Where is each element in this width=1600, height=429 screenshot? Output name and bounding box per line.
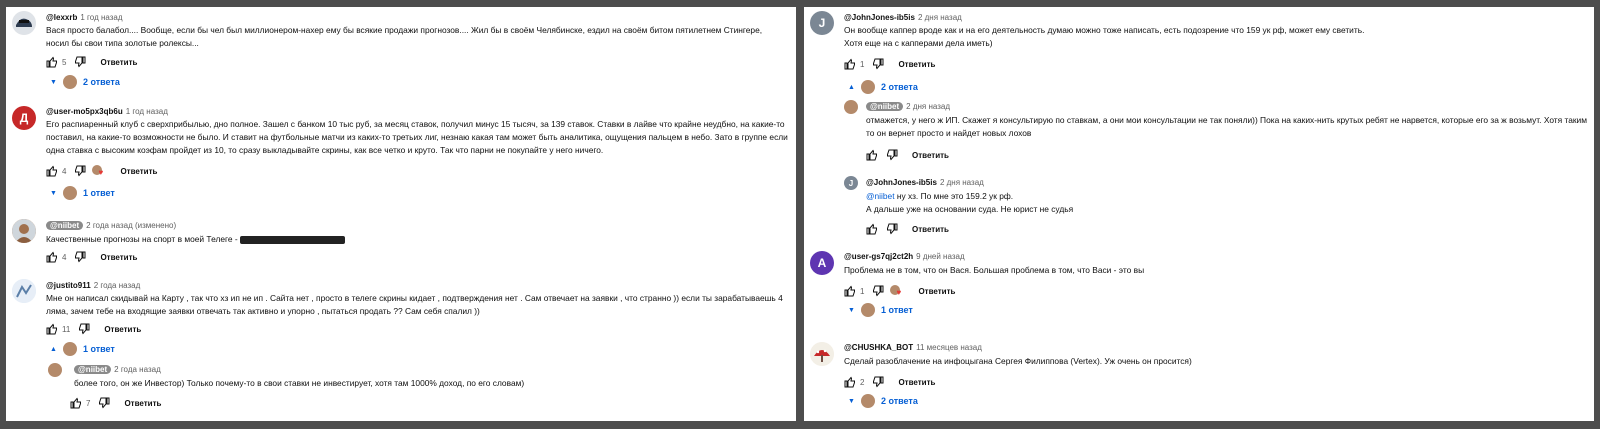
thumb-up-icon [46, 165, 58, 177]
chevron-up-icon: ▲ [50, 345, 57, 353]
avatar-letter: A [817, 256, 827, 270]
replies-count: 1 ответ [82, 344, 115, 354]
thumb-up-icon [866, 223, 878, 235]
chevron-down-icon: ▼ [848, 397, 855, 405]
reply-time[interactable]: 2 дня назад [939, 178, 984, 187]
like-count: 5 [62, 57, 67, 67]
like-button[interactable] [46, 165, 66, 177]
thumb-down-icon [872, 285, 884, 297]
reply-text-content: ну хз. По мне это 159.2 ук рф. [894, 191, 1014, 201]
comment-text: Вася просто балабол.... Вообще, если бы чел был миллионером-нахер ему бы всякие продажи прогнозов.... Жил бы в своём Челябинске, ездил на своём битом пятилетнем Стингере, носил бы свои типа золотые ролексы... [46, 25, 763, 48]
thumb-up-icon [46, 56, 58, 68]
reply-text [866, 190, 1588, 216]
chevron-down-icon: ▼ [848, 306, 855, 314]
toggle-replies-button[interactable] [50, 75, 120, 89]
comment-actions [46, 250, 137, 264]
reply-time[interactable]: 2 года назад [114, 365, 161, 374]
thumb-down-icon [74, 251, 86, 263]
like-count: 4 [62, 252, 67, 262]
reply-text: более того, он же Инвестор) Только почему-то в свои ставки не инвестирует, хотя там 1000% доход, по его словам) [74, 378, 525, 388]
dislike-button[interactable] [872, 376, 884, 388]
reply-actions [70, 396, 161, 410]
reply-button[interactable]: Ответить [100, 57, 138, 67]
reply-button[interactable]: Ответить [912, 224, 949, 234]
thumb-down-icon [872, 376, 884, 388]
comment-time[interactable]: 2 года назад [93, 281, 141, 290]
comment-actions [844, 57, 935, 71]
like-count: 1 [860, 286, 865, 296]
comment-text: Проблема не в том, что он Вася. Большая проблема в том, что Васи - это вы [844, 265, 1145, 275]
comment-actions [46, 164, 157, 178]
thumb-up-icon [866, 149, 878, 161]
reply-button[interactable]: Ответить [898, 59, 936, 69]
chevron-down-icon: ▼ [50, 189, 57, 197]
thumb-up-icon [844, 285, 856, 297]
thumb-down-icon [886, 223, 898, 235]
comment-time[interactable]: 1 год назад [125, 107, 168, 116]
toggle-replies-button[interactable] [848, 303, 913, 317]
comment-time[interactable]: 11 месяцев назад [916, 343, 982, 352]
comment-header [46, 106, 168, 117]
like-button[interactable] [866, 149, 878, 161]
like-button[interactable] [46, 56, 66, 68]
reply-button[interactable]: Ответить [898, 377, 936, 387]
avatar[interactable] [810, 251, 834, 275]
reply-button[interactable]: Ответить [104, 324, 142, 334]
replies-count: 2 ответа [82, 77, 120, 87]
comment-header [46, 12, 123, 23]
comment-author[interactable]: @CHUSHKA_BOT [844, 343, 914, 352]
toggle-replies-button[interactable] [848, 80, 918, 94]
thumb-up-icon [46, 251, 58, 263]
comment-text-content: Качественные прогнозы на спорт в моей Телеге - [46, 234, 238, 244]
comment-actions [844, 375, 935, 389]
avatar[interactable] [12, 106, 36, 130]
creator-avatar [861, 303, 875, 317]
comment-header [844, 342, 982, 353]
thumb-down-icon [872, 58, 884, 70]
comment-text: Он вообще каппер вроде как и на его деятельность думаю можно тоже написать, есть подозрение что 159 ук рф, может ему светить. Хотя еще на с капперами дела иметь) [844, 25, 1365, 48]
like-button[interactable] [844, 376, 864, 388]
comment-author[interactable]: @user-mo5px3qb6u [46, 107, 123, 116]
thumb-down-icon [74, 165, 86, 177]
reply-actions [866, 222, 949, 236]
dislike-button[interactable] [886, 223, 898, 235]
like-button[interactable] [46, 323, 70, 335]
redacted-link [240, 236, 345, 244]
like-count: 11 [62, 324, 71, 334]
thumb-down-icon [74, 56, 86, 68]
dislike-button[interactable] [78, 323, 90, 335]
channel-owner-badge[interactable]: @niibet [74, 365, 111, 374]
comment-actions [46, 55, 137, 69]
comment-actions [844, 284, 955, 298]
replies-count: 2 ответа [880, 82, 918, 92]
reply-author[interactable]: @JohnJones-ib5is [866, 178, 937, 187]
reply-text: отмажется, у него ж ИП. Скажет я консультирую по ставкам, а они мои консультации не так поняли)) Пока на каких-нить крутых ребят не нарвется, которые его за ж возьмут. Хотя таким то он вернет просто и найдет новых лохов [866, 115, 1587, 138]
comment-time[interactable]: 1 год назад [80, 13, 123, 22]
reply-header [866, 177, 984, 188]
thumb-down-icon [98, 397, 110, 409]
avatar[interactable] [12, 11, 36, 35]
chevron-down-icon: ▼ [50, 78, 57, 86]
thumb-down-icon [78, 323, 90, 335]
channel-owner-badge[interactable]: @niibet [866, 102, 903, 111]
reply-text-line2: А дальше уже на основании суда. Не юрист не судья [866, 204, 1074, 214]
comment-actions [46, 322, 141, 336]
chevron-up-icon: ▲ [848, 83, 855, 91]
avatar[interactable] [810, 342, 834, 366]
comment-text: Его распиаренный клуб с сверхприбылью, дно полное. Зашел с банком 10 тыс руб, за месяц ставок, получил минус 15 тысяч, за 139 ставок. Ставки в лайве что крайне неудбно, на какие-то поставил, на какие-то возможности не было. И ставит на футбольные матчи из каких-то третьих лиг, незнаю какая там может быть аналитика, ощущения пальцем в небо. Зато в группе если одна ставка с высоким коэфам пройдет из 10, то сразу выкладывайте скрины, как все четко и круто. Так что парни не покупайте у него ничего. [46, 119, 788, 155]
comment-header [844, 12, 962, 23]
comment-time[interactable]: 2 дня назад [917, 13, 962, 22]
toggle-replies-button[interactable] [848, 394, 918, 408]
replies-count: 1 ответ [880, 305, 913, 315]
creator-avatar [63, 186, 77, 200]
creator-heart-icon: ♥ [890, 285, 904, 297]
comment-author[interactable]: @JohnJones-ib5is [844, 13, 915, 22]
comment-text [46, 233, 786, 246]
creator-avatar [861, 80, 875, 94]
reply-header [74, 364, 161, 375]
comment-author[interactable]: @justito911 [46, 281, 91, 290]
channel-owner-badge[interactable]: @niibet [46, 221, 83, 230]
creator-avatar [63, 342, 77, 356]
reply-header [866, 101, 950, 112]
thumb-down-icon [886, 149, 898, 161]
avatar[interactable] [810, 11, 834, 35]
thumb-up-icon [844, 376, 856, 388]
avatar[interactable] [12, 279, 36, 303]
creator-heart-icon: ♥ [92, 165, 106, 177]
replies-count: 1 ответ [82, 188, 115, 198]
like-button[interactable] [844, 58, 864, 70]
dislike-button[interactable] [886, 149, 898, 161]
comment-header [844, 251, 965, 262]
avatar-letter: J [848, 178, 854, 188]
toggle-replies-button[interactable] [50, 342, 115, 356]
creator-avatar [63, 75, 77, 89]
like-button[interactable] [46, 251, 66, 263]
like-button[interactable] [866, 223, 878, 235]
comment-header [46, 220, 176, 231]
comment-author[interactable]: @lexxrb [46, 13, 78, 22]
thumb-up-icon [844, 58, 856, 70]
avatar[interactable] [48, 363, 62, 377]
reply-button[interactable]: Ответить [100, 252, 138, 262]
comment-author[interactable]: @user-gs7qj2ct2h [844, 252, 914, 261]
like-count: 4 [62, 166, 67, 176]
dislike-button[interactable] [98, 397, 110, 409]
reply-button[interactable]: Ответить [120, 166, 158, 176]
comment-text: Сделай разоблачение на инфоцыгана Сергея Филиппова (Vertex). Уж очень он просится) [844, 356, 1192, 366]
reply-button[interactable]: Ответить [918, 286, 956, 296]
like-count: 1 [860, 59, 865, 69]
comments-panel-right [804, 7, 1594, 421]
avatar[interactable] [844, 176, 858, 190]
comment-time[interactable]: 9 дней назад [916, 252, 965, 261]
comment-text: Мне он написал скидывай на Карту , так что хз ип не ип . Сайта нет , просто в телеге скрины кидает , подтверждения нет . Сам отвечает на заявки , что странно )) если ты зарабатываешь 4 ляма, зачем тебе на входящие заявки отвечать так активно и упорно , пытаться продать ?? Сам себя спалил )) [46, 293, 783, 316]
like-count: 2 [860, 377, 865, 387]
avatar-letter: J [818, 16, 826, 30]
reply-actions [866, 148, 949, 162]
comment-header [46, 280, 140, 291]
comments-panel-left [6, 7, 796, 421]
dislike-button[interactable] [74, 56, 86, 68]
reply-button[interactable]: Ответить [124, 398, 162, 408]
like-count: 7 [86, 398, 91, 408]
thumb-up-icon [46, 323, 58, 335]
like-button[interactable] [70, 397, 90, 409]
reply-button[interactable]: Ответить [912, 150, 949, 160]
mention-link[interactable]: @niibet [866, 191, 895, 201]
toggle-replies-button[interactable] [50, 186, 115, 200]
comment-time[interactable]: 2 года назад (изменено) [86, 221, 177, 230]
like-button[interactable] [844, 285, 864, 297]
reply-time[interactable]: 2 дня назад [906, 102, 951, 111]
dislike-button[interactable] [872, 58, 884, 70]
thumb-up-icon [70, 397, 82, 409]
avatar[interactable] [12, 219, 36, 243]
dislike-button[interactable] [74, 165, 86, 177]
dislike-button[interactable] [74, 251, 86, 263]
avatar-letter: Д [19, 111, 29, 125]
creator-avatar [861, 394, 875, 408]
avatar[interactable] [844, 100, 858, 114]
replies-count: 2 ответа [880, 396, 918, 406]
dislike-button[interactable] [872, 285, 884, 297]
